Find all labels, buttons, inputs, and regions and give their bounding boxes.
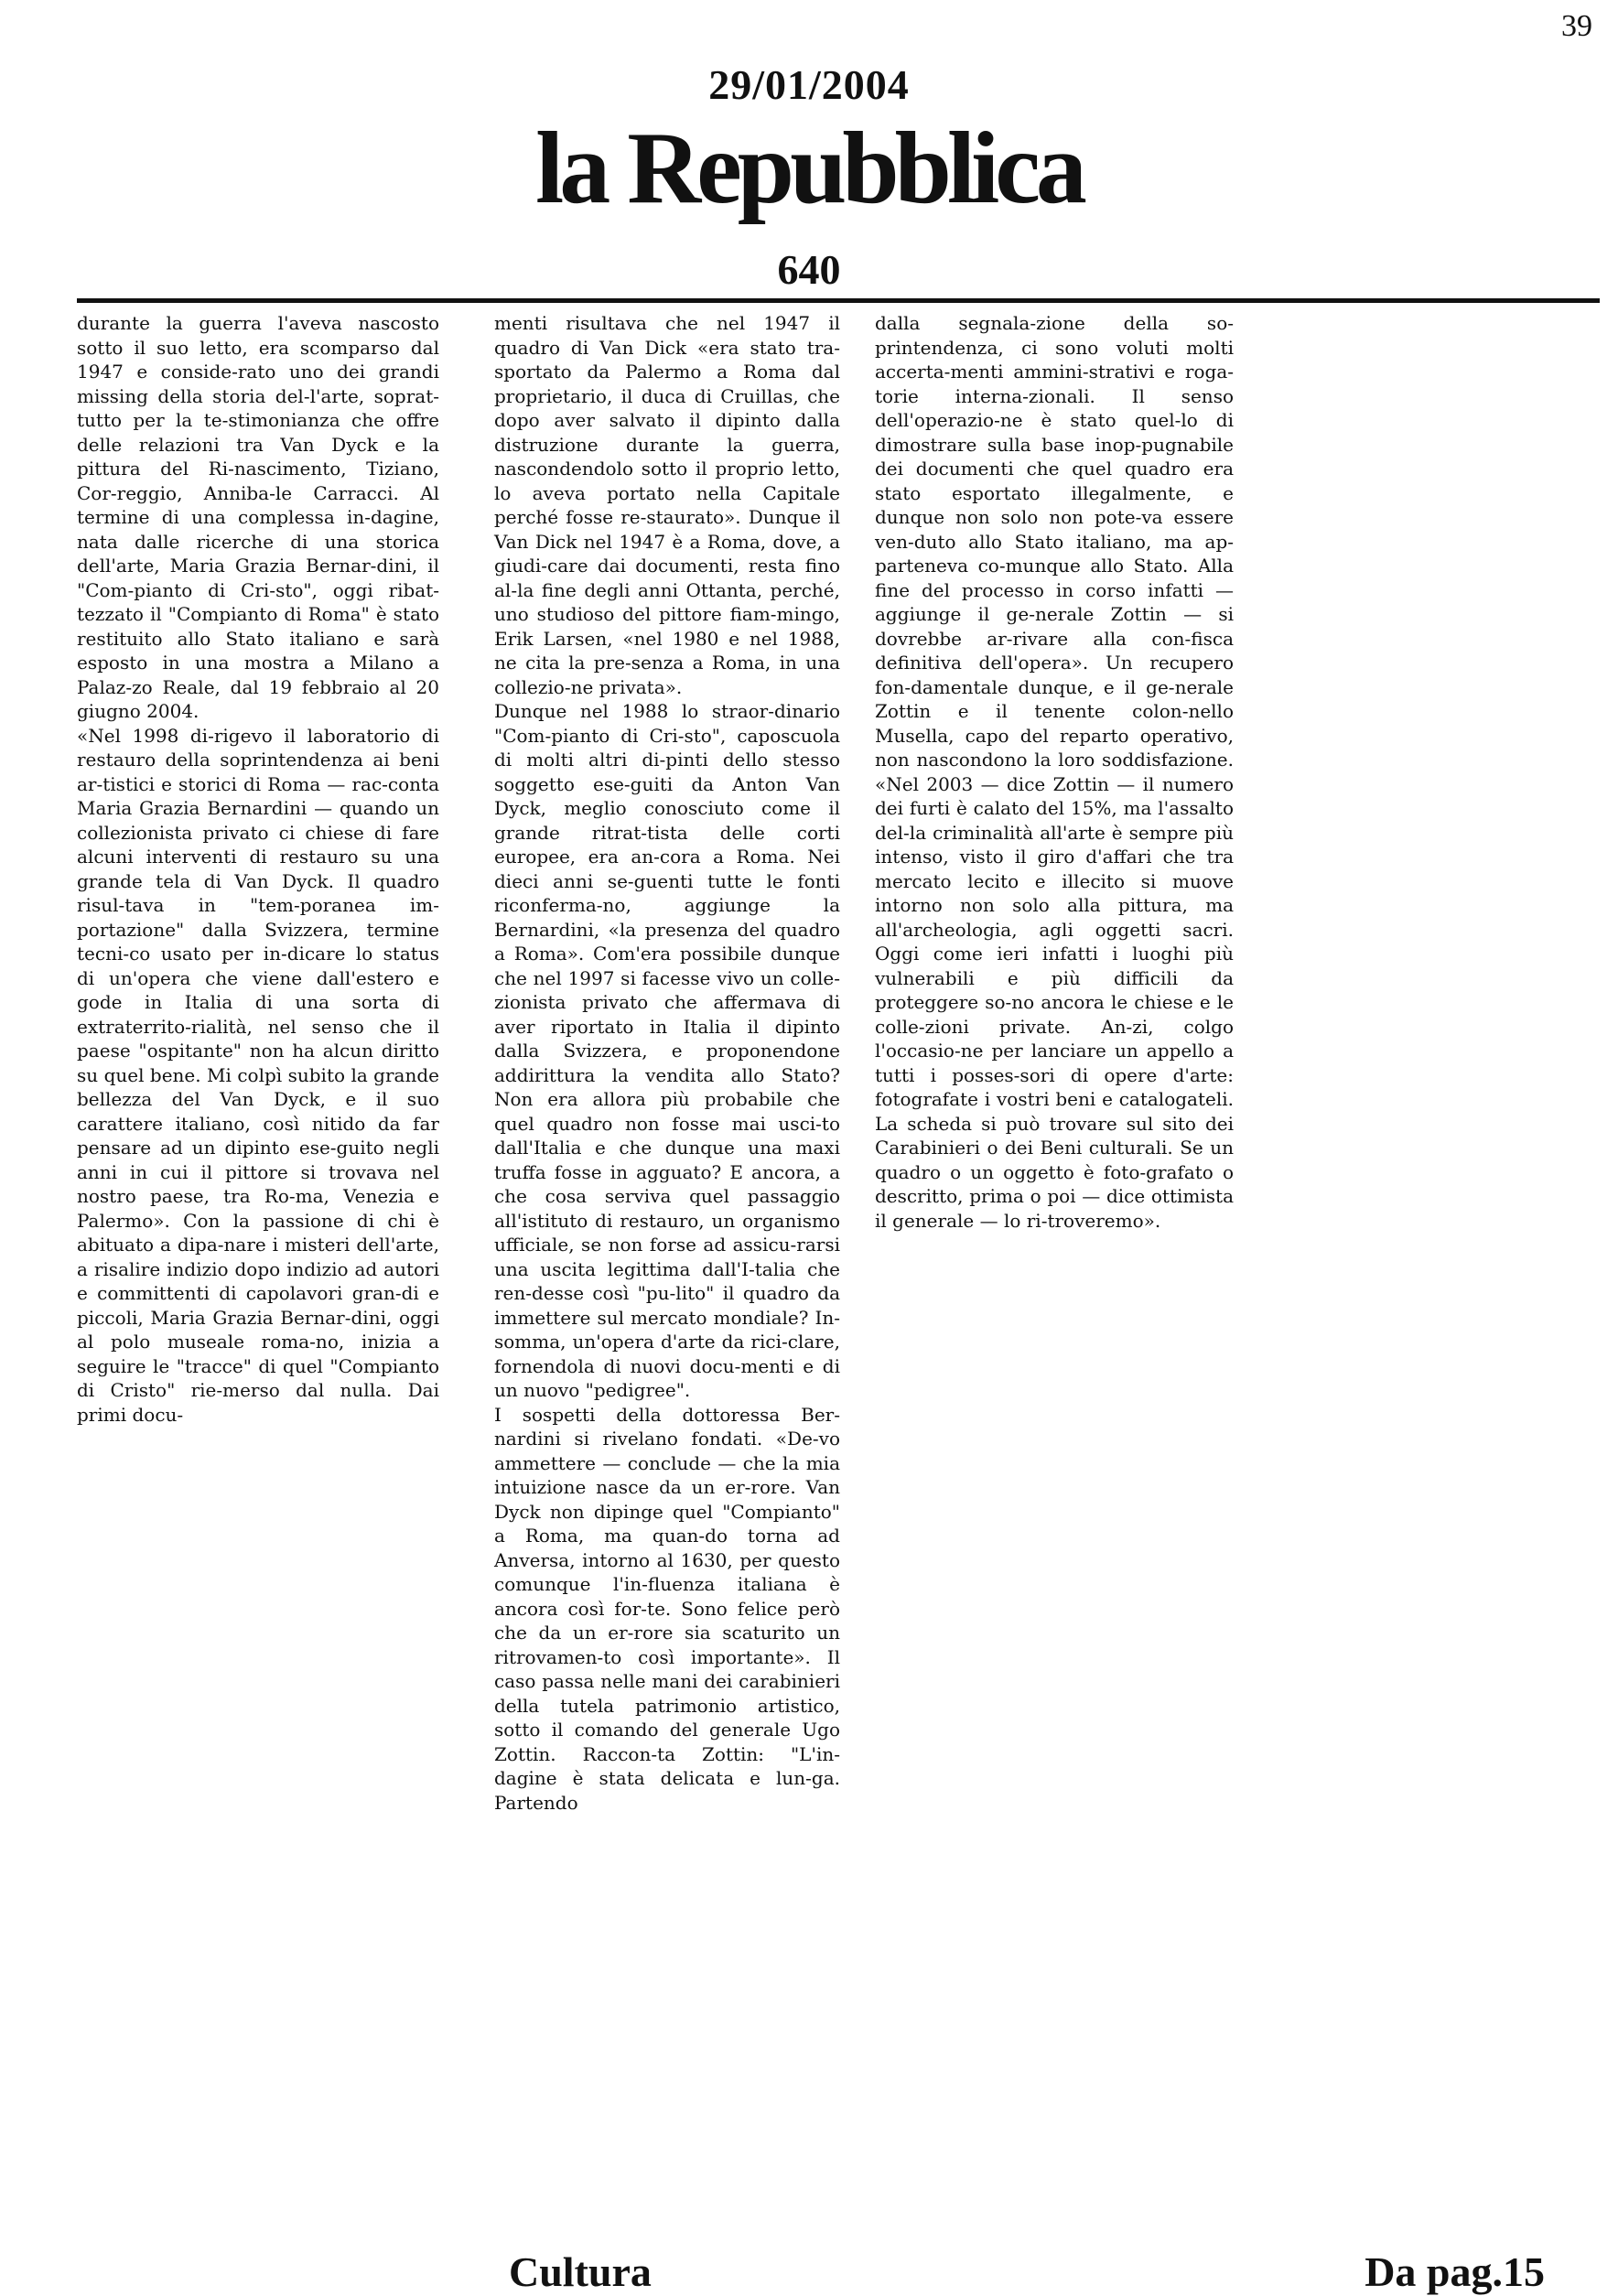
source-page-reference: Da pag.15 — [1365, 2248, 1545, 2295]
section-label: Cultura — [509, 2248, 652, 2295]
article-body — [77, 311, 1234, 2251]
header-divider — [77, 298, 1600, 303]
publication-date: 29/01/2004 — [708, 61, 910, 108]
page-number: 39 — [1561, 9, 1592, 43]
article-column-3: dalla segnala-zione della so-printendenza, ci sono voluti molti accerta-menti ammini-strativi e roga-torie interna-zionali. Il senso dell'operazio-ne è stato quel-lo di dimostrare sulla base inop-pugnabile dei documenti che quel quadro era stato esportato illegalmente, e dunque non solo non pote-va essere ven-duto allo Stato italiano, ma ap-parteneva co-munque allo Stato. Alla fine del processo in corso infatti — aggiunge il ge-nerale Zottin — si dovrebbe ar-rivare alla con-fisca definitiva dell'opera». Un recupero fon-damentale dunque, e il ge-nerale Zottin e il tenente colon-nello Musella, capo del reparto operativo, non nascondono la loro soddisfazione. «Nel 2003 — dice Zottin — il numero dei furti è calato del 15%, ma l'assalto del-la criminalità all'arte è sempre più intenso, visto il giro d'affari che tra mercato lecito e illecito si muove intorno non solo alla pittura, ma all'archeologia, agli oggetti sacri. Oggi come ieri infatti i luoghi più vulnerabili e più difficili da proteggere so-no ancora le chiese e le colle-zioni private. An-zi, colgo l'occasio-ne per lanciare un appello a tutti i posses-sori di opere d'arte: fotografate i vostri beni e catalogateli. La scheda si può trovare sul sito dei Carabinieri o dei Beni culturali. Se un quadro o un oggetto è foto-grafato o descritto, prima o poi — dice ottimista il generale — lo ri-troveremo». — [875, 312, 1234, 1232]
newspaper-masthead: la Repubblica — [535, 112, 1083, 225]
issue-number: 640 — [777, 246, 841, 293]
article-column-1: durante la guerra l'aveva nascosto sotto il suo letto, era scomparso dal 1947 e conside-rato uno dei grandi missing della storia del-l'arte, soprat-tutto per la te-stimonianza che offre delle relazioni tra Van Dyck e la pittura del Ri-nascimento, Tiziano, Cor-reggio, Anniba-le Carracci. Al termine di una complessa in-dagine, nata dalle ricerche di una storica dell'arte, Maria Grazia Bernar-dini, il "Com-pianto di Cri-sto", oggi ribat-tezzato il "Compianto di Roma" è stato restituito allo Stato italiano e sarà esposto in una mostra a Milano a Palaz-zo Reale, dal 19 febbraio al 20 giugno 2004. «Nel 1998 di-rigevo il laboratorio di restauro della soprintendenza ai beni ar-tistici e storici di Roma — rac-conta Maria Grazia Bernardini — quando un collezionista privato ci chiese di fare alcuni interventi di restauro su una grande tela di Van Dyck. Il quadro risul-tava in "tem-poranea im-portazione" dalla Svizzera, termine tecni-co usato per in-dicare lo status di un'opera che viene dall'estero e gode in Italia di una sorta di extraterrito-rialità, nel senso che il paese "ospitante" non ha alcun diritto su quel bene. Mi colpì subito la grande bellezza del Van Dyck, e il suo carattere italiano, così nitido da far pensare ad un dipinto ese-guito negli anni in cui il pittore si trovava nel nostro paese, tra Ro-ma, Venezia e Palermo». Con la passione di chi è abituato a dipa-nare i misteri dell'arte, a risalire indizio dopo indizio ad autori e committenti di capolavori gran-di e piccoli, Maria Grazia Bernar-dini, oggi al polo museale roma-no, inizia a seguire le "tracce" di quel "Compianto di Cristo" rie-merso dal nulla. Dai primi docu- — [77, 312, 439, 1426]
article-column-2: menti risultava che nel 1947 il quadro di Van Dick «era stato tra-sportato da Palermo a Roma dal proprietario, il duca di Cruillas, che dopo aver salvato il dipinto dalla distruzione durante la guerra, nascondendolo sotto il proprio letto, lo aveva portato nella Capitale perché fosse re-staurato». Dunque il Van Dick nel 1947 è a Roma, dove, a giudi-care dai documenti, resta fino al-la fine degli anni Ottanta, perché, uno studioso del pittore fiam-mingo, Erik Larsen, «nel 1980 e nel 1988, ne cita la pre-senza a Roma, in una collezio-ne privata». Dunque nel 1988 lo straor-dinario "Com-pianto di Cri-sto", caposcuola di molti altri di-pinti dello stesso soggetto ese-guiti da Anton Van Dyck, meglio conosciuto come il grande ritrat-tista delle corti europee, era an-cora a Roma. Nei dieci anni se-guenti tutte le fonti riconferma-no, aggiunge la Bernardini, «la presenza del quadro a Roma». Com'era possibile dunque che nel 1997 si facesse vivo un colle-zionista privato che affermava di aver riportato in Italia il dipinto dalla Svizzera, e proponendone addirittura la vendita allo Stato? Non era allora più probabile che quel quadro non fosse mai usci-to dall'Italia e che dunque una maxi truffa fosse in agguato? E ancora, a che cosa serviva quel passaggio all'istituto di restauro, un organismo ufficiale, se non forse ad assicu-rarsi una uscita legittima dall'I-talia che ren-desse così "pu-lito" il quadro da immettere sul mercato mondiale? In-somma, un'opera d'arte da rici-clare, fornendola di nuovi docu-menti e di un nuovo "pedigree". I sospetti della dottoressa Ber-nardini si rivelano fondati. «De-vo ammettere — conclude — che la mia intuizione nasce da un er-rore. Van Dyck non dipinge quel "Compianto" a Roma, ma quan-do torna ad Anversa, intorno al 1630, per questo comunque l'in-fluenza italiana è ancora così for-te. Sono felice però che da un er-rore sia scaturito un ritrovamen-to così importante». Il caso passa nelle mani dei carabinieri della tutela patrimonio artistico, sotto il comando del generale Ugo Zottin. Raccon-ta Zottin: "L'in-dagine è stata delicata e lun-ga. Partendo — [494, 312, 840, 1814]
